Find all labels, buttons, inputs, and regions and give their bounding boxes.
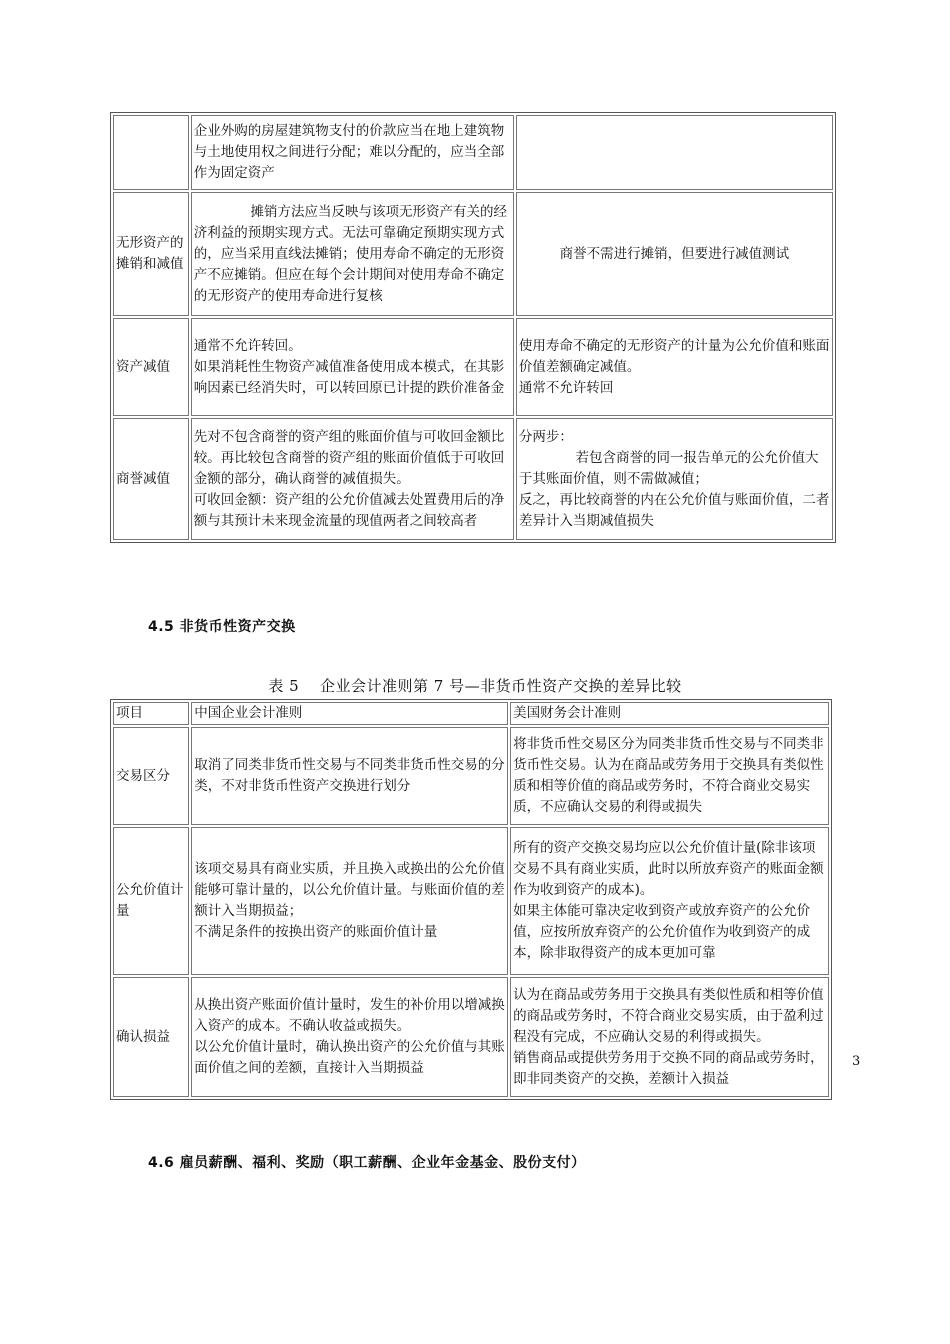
cell-text: 先对不包含商誉的资产组的账面价值与可收回金额比较。再比较包含商誉的资产组的账面价值低于可收回金额的部分，确认商誉的减值损失。 <box>193 428 505 487</box>
table-cell <box>516 318 833 416</box>
table-cell <box>113 727 189 825</box>
cell-text: 可收回金额：资产组的公允价值减去处置费用后的净额与其预计未来现金流量的现值两者之间较高者 <box>193 491 505 529</box>
cell-text: 取消了同类非货币性交易与不同类非货币性交易的分类，不对非货币性资产交换进行划分 <box>194 757 505 794</box>
table-row <box>113 827 829 975</box>
table-cell <box>113 827 189 975</box>
cell-text: 若包含商誉的同一报告单元的公允价值大于其账面价值，则不需做减值； <box>518 449 819 487</box>
table-cell <box>113 115 189 190</box>
table-row <box>113 418 833 540</box>
table-cell <box>191 318 514 416</box>
table-cell <box>113 192 189 316</box>
table-cell <box>191 192 514 316</box>
table-cell <box>510 827 829 975</box>
cell-text: 如果主体能可靠决定收到资产或放弃资产的公允价值，应按所放弃资产的公允价值作为收到资产的成本，除非取得资产的成本更加可靠 <box>513 903 811 961</box>
cell-text: 不满足条件的按换出资产的账面价值计量 <box>194 924 438 940</box>
cell-text: 资产减值 <box>116 358 170 375</box>
cell-text: 商誉不需进行摊销，但要进行减值测试 <box>559 245 790 262</box>
cell-text: 通常不允许转回。 <box>193 337 302 354</box>
table-cell <box>510 727 829 825</box>
column-header: 美国财务会计准则 <box>510 702 829 725</box>
cell-text: 将非货币性交易区分为同类非货币性交易与不同类非货币性交易。认为在商品或劳务用于交换具有类似性质和相等价值的商品或劳务时，不符合商业交易实质，不应确认交易的利得或损失 <box>513 736 824 815</box>
cell-text: 从换出资产账面价值计量时，发生的补价用以增减换入资产的成本。不确认收益或损失。 <box>194 997 505 1034</box>
cell-text: 如果消耗性生物资产减值准备使用成本模式，在其影响因素已经消失时，可以转回原已计提的跌价准备金 <box>193 358 505 396</box>
column-header: 项目 <box>113 702 189 725</box>
table-cell <box>516 115 833 190</box>
table-row <box>113 192 833 316</box>
cell-text: 确认损益 <box>116 1028 170 1045</box>
cell-text: 以公允价值计量时，确认换出资产的公允价值与其账面价值之间的差额，直接计入当期损益 <box>194 1039 505 1076</box>
cell-text: 使用寿命不确定的无形资产的计量为公允价值和账面价值差额确定减值。 <box>518 337 830 375</box>
section-heading-4-5: 4.5 非货币性资产交换 <box>148 619 296 635</box>
cell-text: 公允价值计量 <box>116 882 184 919</box>
cell-text: 交易区分 <box>116 767 170 784</box>
cell-text: 所有的资产交换交易均应以公允价值计量(除非该项交易不具有商业实质，此时以所放弃资产的账面金额作为收到资产的成本)。 <box>513 840 824 898</box>
table-cell <box>113 418 189 540</box>
table-cell <box>113 977 189 1097</box>
table-intangible-assets <box>110 112 836 543</box>
table-row <box>113 727 829 825</box>
table-cell <box>516 418 833 540</box>
table-row <box>113 977 829 1097</box>
page-number: 3 <box>852 1054 861 1069</box>
section-heading-4-6: 4.6 雇员薪酬、福利、奖励（职工薪酬、企业年金基金、股份支付） <box>148 1155 586 1171</box>
table-header-row <box>113 702 829 725</box>
table-row <box>113 318 833 416</box>
cell-text: 商誉减值 <box>116 470 170 487</box>
cell-text: 分两步： <box>518 428 573 445</box>
cell-text: 无形资产的摊销和减值 <box>116 235 184 272</box>
column-header: 中国企业会计准则 <box>191 702 508 725</box>
table-cell <box>510 977 829 1097</box>
cell-text: 该项交易具有商业实质，并且换入或换出的公允价值能够可靠计量的，以公允价值计量。与账面价值的差额计入当期损益； <box>194 861 505 919</box>
table-cell <box>113 318 189 416</box>
cell-text: 销售商品或提供劳务用于交换不同的商品或劳务时，即非同类资产的交换，差额计入损益 <box>513 1049 824 1087</box>
table-5-nonmonetary-exchange <box>110 699 832 1100</box>
cell-text: 反之，再比较商誉的内在公允价值与账面价值，二者差异计入当期减值损失 <box>518 491 830 529</box>
table-cell <box>191 727 508 825</box>
table-cell <box>191 827 508 975</box>
table-cell <box>191 115 514 190</box>
table-caption: 表 5 企业会计准则第 7 号—非货币性资产交换的差异比较 <box>268 677 682 695</box>
table-cell <box>191 977 508 1097</box>
cell-text: 企业外购的房屋建筑物支付的价款应当在地上建筑物与土地使用权之间进行分配；难以分配的，应当全部作为固定资产 <box>193 123 505 181</box>
table-cell <box>516 192 833 316</box>
cell-text: 认为在商品或劳务用于交换具有类似性质和相等价值的商品或劳务时，不符合商业交易实质，由于盈利过程没有完成，不应确认交易的利得或损失。 <box>513 986 824 1045</box>
cell-text: 通常不允许转回 <box>518 379 614 396</box>
table-row <box>113 115 833 190</box>
cell-text: 摊销方法应当反映与该项无形资产有关的经济利益的预期实现方式。无法可靠确定预期实现方式的，应当采用直线法摊销；使用寿命不确定的无形资产不应摊销。但应在每个会计期间对使用寿命不确定的无形资产的使用寿命进行复核 <box>193 203 507 304</box>
table-cell <box>191 418 514 540</box>
